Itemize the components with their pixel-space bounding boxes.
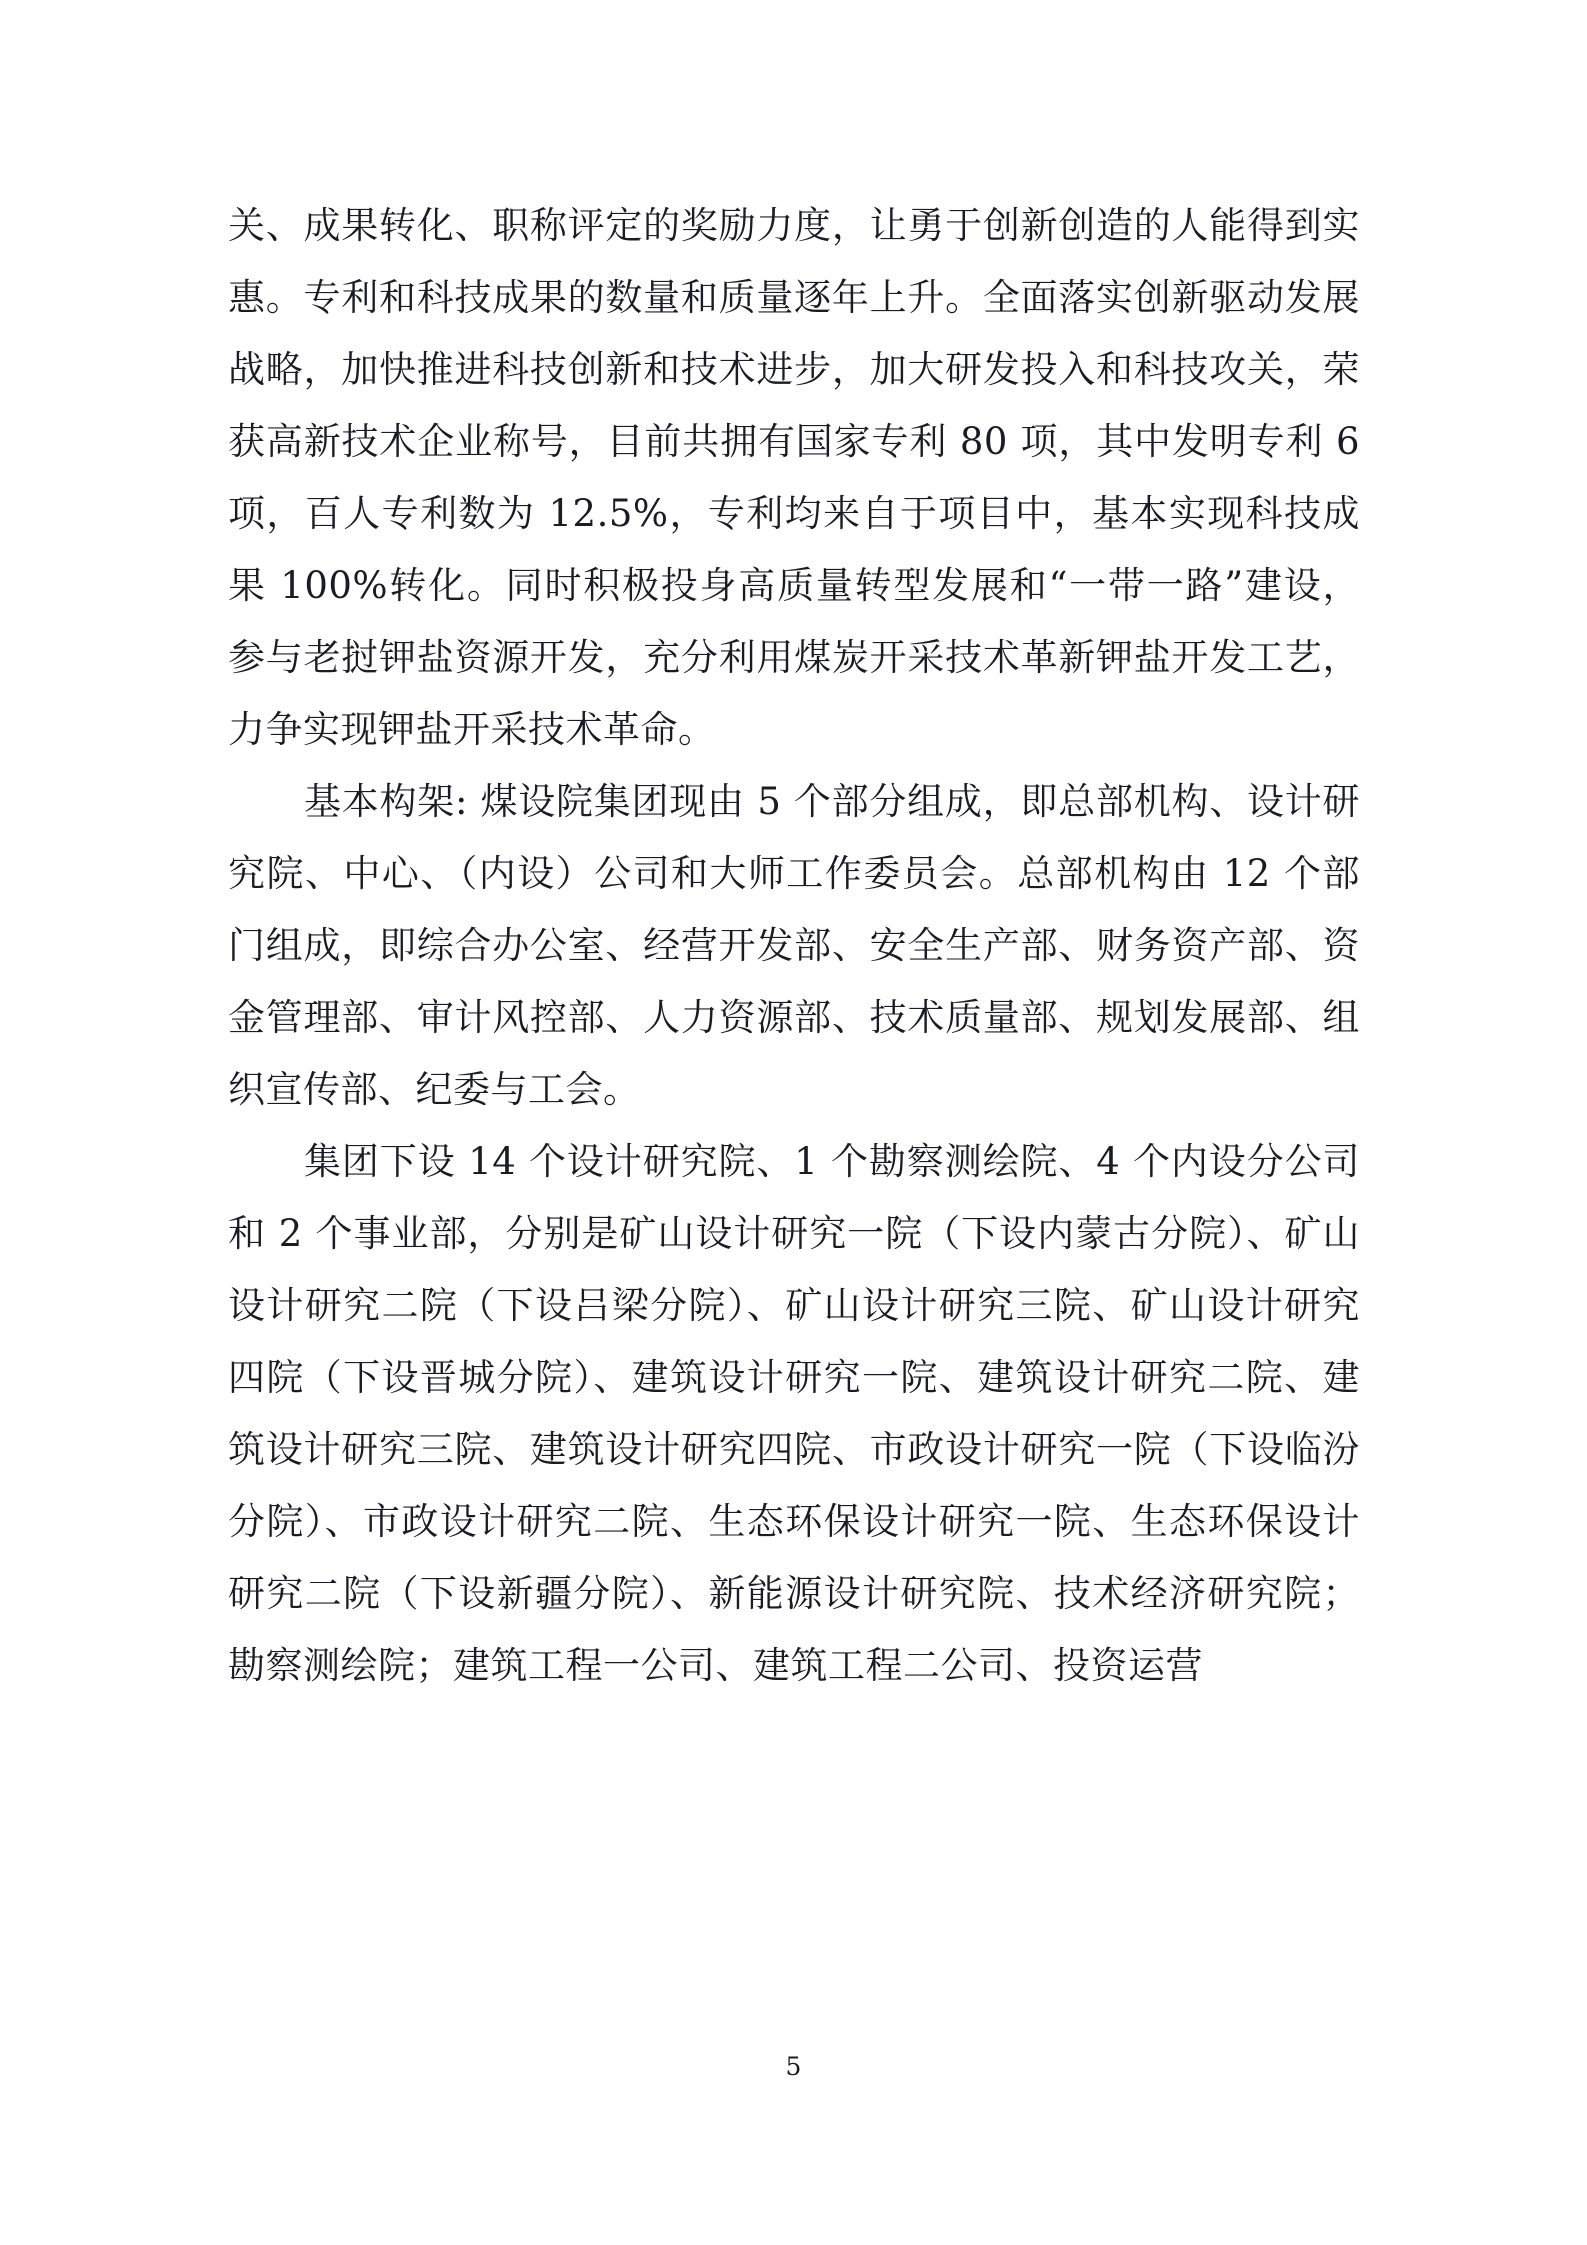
paragraph-innovation: 关、成果转化、职称评定的奖励力度，让勇于创新创造的人能得到实惠。专利和科技成果的数量和质量逐年上升。全面落实创新驱动发展战略，加快推进科技创新和技术进步，加大研发投入和科技攻关，荣获高新技术企业称号，目前共拥有国家专利 80 项，其中发明专利 6 项，百人专利数为 12.5%，专利均来自于项目中，基本实现科技成果 100%转化。同时积极投身高质量转型发展和“一带一路”建设，参与老挝钾盐资源开发，充分利用煤炭开采技术革新钾盐开发工艺，力争实现钾盐开采技术革命。 <box>228 204 1360 751</box>
page-body <box>228 190 1360 1702</box>
paragraph-subsidiaries: 集团下设 14 个设计研究院、1 个勘察测绘院、4 个内设分公司和 2 个事业部，分别是矿山设计研究一院（下设内蒙古分院）、矿山设计研究二院（下设吕梁分院）、矿山设计研究三院、矿山设计研究四院（下设晋城分院）、建筑设计研究一院、建筑设计研究二院、建筑设计研究三院、建筑设计研究四院、市政设计研究一院（下设临汾分院）、市政设计研究二院、生态环保设计研究一院、生态环保设计研究二院（下设新疆分院）、新能源设计研究院、技术经济研究院；勘察测绘院；建筑工程一公司、建筑工程二公司、投资运营 <box>228 1140 1360 1687</box>
page-number: 5 <box>785 2052 802 2081</box>
paragraph-framework: 基本构架: 煤设院集团现由 5 个部分组成，即总部机构、设计研究院、中心、（内设）公司和大师工作委员会。总部机构由 12 个部门组成，即综合办公室、经营开发部、安全生产部、财务资产部、资金管理部、审计风控部、人力资源部、技术质量部、规划发展部、组织宣传部、纪委与工会。 <box>228 780 1360 1111</box>
